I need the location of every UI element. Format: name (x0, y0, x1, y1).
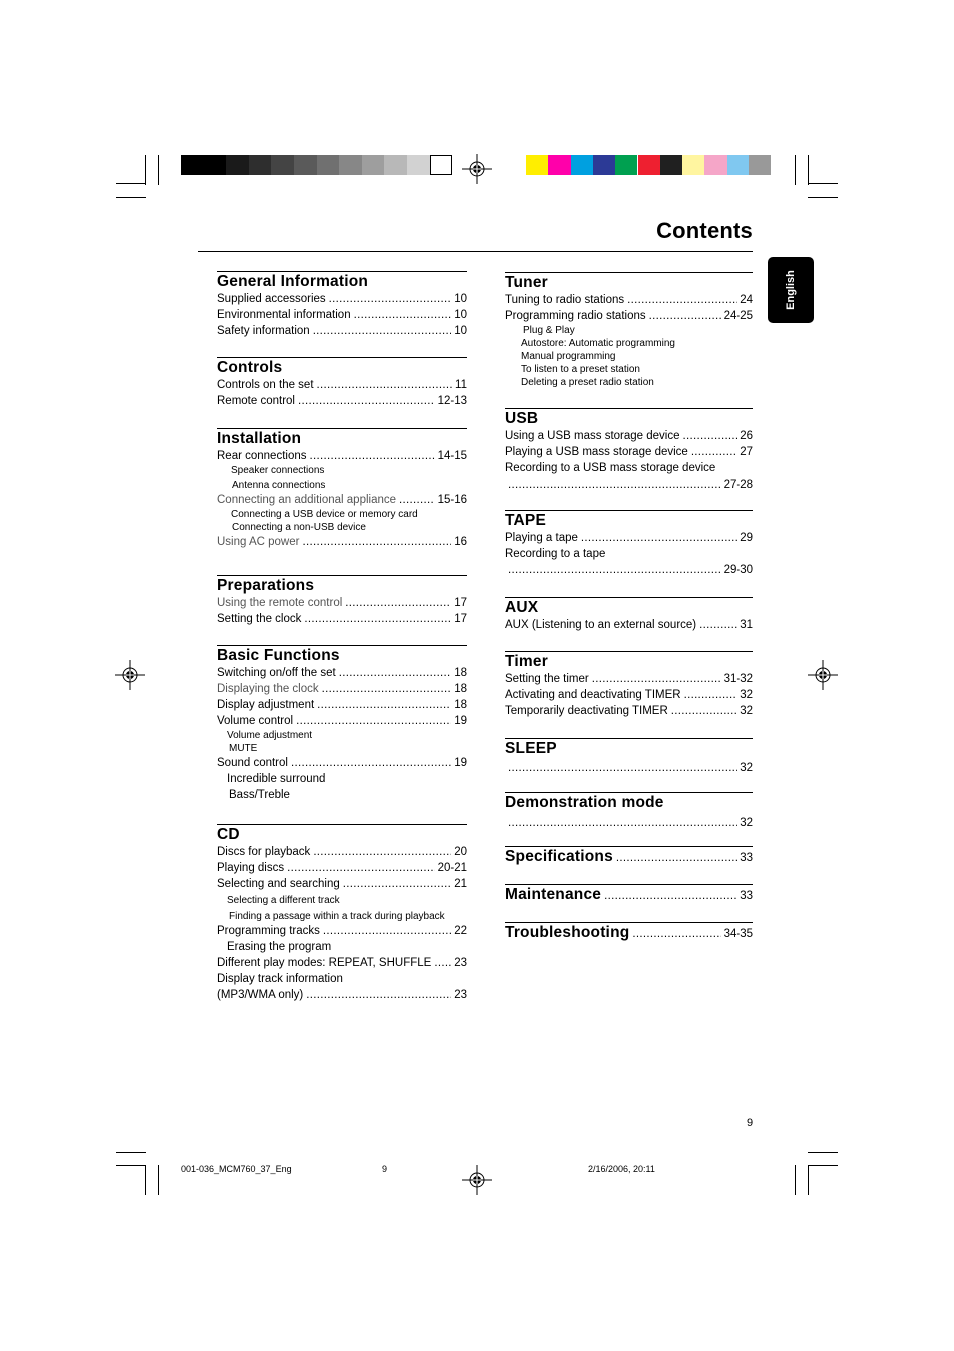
grey-swatch (384, 155, 407, 175)
grey-swatch (339, 155, 362, 175)
section-heading: Specifications (505, 848, 613, 865)
toc-entry[interactable]: Controls on the set ..... 11 (217, 377, 467, 393)
toc-entry[interactable]: Supplied accessories ..... 10 (217, 291, 467, 307)
toc-subentry[interactable]: Autostore: Automatic programming (521, 338, 675, 349)
page-number: 9 (747, 1117, 754, 1129)
page-ref: 33 (740, 852, 753, 864)
toc-entry[interactable]: Displaying the clock ..... 18 (217, 681, 467, 697)
toc-entry[interactable]: Environmental information ..... 10 (217, 307, 467, 323)
section-sleep (505, 738, 753, 776)
toc-entry[interactable]: Display adjustment ..... 18 (217, 697, 467, 713)
section-heading: General Information (217, 273, 369, 290)
color-swatch (638, 155, 660, 175)
section-maintenance[interactable] (505, 884, 753, 904)
registration-mark-icon (115, 660, 145, 690)
section-heading: Timer (505, 653, 548, 670)
section-heading: Controls (217, 359, 283, 376)
section-heading: CD (217, 826, 240, 843)
toc-entry[interactable]: Using the remote control ..... 17 (217, 595, 467, 611)
section-heading: Demonstration mode (505, 794, 664, 811)
section-usb (505, 408, 753, 493)
toc-entry[interactable]: Discs for playback ..... 20 (217, 844, 467, 860)
grey-swatch (271, 155, 294, 175)
grey-swatch (204, 155, 227, 175)
grey-swatch (407, 155, 430, 175)
color-swatch (727, 155, 749, 175)
toc-entry[interactable]: Rear connections ..... 14-15 (217, 448, 467, 464)
toc-entry[interactable]: Remote control ..... 12-13 (217, 393, 467, 409)
section-troubleshooting[interactable] (505, 922, 753, 942)
section-heading: SLEEP (505, 740, 557, 757)
color-swatch (571, 155, 593, 175)
toc-entry[interactable]: Activating and deactivating TIMER ..... 32 (505, 687, 753, 703)
section-heading: TAPE (505, 512, 546, 529)
grey-swatch (362, 155, 385, 175)
toc-entry[interactable]: ..... 32 (505, 760, 753, 776)
toc-entry[interactable]: Selecting and searching ..... 21 (217, 876, 467, 892)
footer-filename: 001-036_MCM760_37_Eng (181, 1164, 292, 1174)
section-heading: Basic Functions (217, 647, 340, 664)
toc-subentry[interactable]: Plug & Play (523, 325, 575, 336)
section-heading: Preparations (217, 577, 315, 594)
toc-entry[interactable]: Playing a USB mass storage device ..... 27 (505, 444, 753, 460)
toc-entry[interactable]: (MP3/WMA only) ..... 23 (217, 987, 467, 1003)
toc-entry[interactable]: ..... 29-30 (505, 562, 753, 578)
color-swatch (749, 155, 771, 175)
page-title: Contents (656, 218, 753, 243)
section-heading: AUX (505, 599, 539, 616)
registration-mark-icon (462, 154, 492, 184)
toc-entry[interactable]: Setting the clock ..... 17 (217, 611, 467, 627)
toc-subentry[interactable]: Deleting a preset radio station (521, 377, 654, 388)
toc-entry[interactable]: Switching on/off the set ..... 18 (217, 665, 467, 681)
color-swatch (660, 155, 682, 175)
toc-entry[interactable]: ..... 32 (505, 815, 753, 831)
section-controls (217, 357, 467, 409)
toc-subentry[interactable]: Display track information (217, 973, 343, 985)
toc-subentry[interactable]: To listen to a preset station (521, 364, 640, 375)
section-general-information (217, 271, 467, 339)
toc-subentry[interactable]: Volume adjustment (227, 730, 313, 741)
page-ref: 34-35 (723, 928, 753, 940)
toc-entry[interactable]: ..... 27-28 (505, 477, 753, 493)
title-rule (198, 251, 753, 252)
toc-entry[interactable]: Using AC power ..... 16 (217, 534, 467, 550)
toc-entry[interactable]: Playing a tape ..... 29 (505, 530, 753, 546)
grey-swatch (317, 155, 340, 175)
color-swatch (593, 155, 615, 175)
color-swatch (548, 155, 570, 175)
section-heading: Tuner (505, 274, 548, 291)
toc-subentry[interactable]: Speaker connections (231, 465, 325, 476)
toc-entry[interactable]: Programming radio stations ..... 24-25 (505, 308, 753, 324)
toc-subentry[interactable]: Bass/Treble (229, 789, 290, 801)
toc-subentry[interactable]: Connecting a USB device or memory card (231, 509, 418, 520)
toc-entry[interactable]: Tuning to radio stations ..... 24 (505, 292, 753, 308)
footer-page: 9 (382, 1164, 388, 1174)
section-cd (217, 824, 467, 1003)
grey-swatch (294, 155, 317, 175)
toc-subentry[interactable]: Erasing the program (227, 941, 332, 953)
registration-mark-icon (462, 1165, 492, 1195)
section-heading: Maintenance (505, 886, 602, 903)
section-demonstration-mode (505, 792, 753, 831)
section-tuner (505, 272, 753, 389)
toc-subentry[interactable]: Selecting a different track (227, 895, 340, 906)
section-heading: USB (505, 410, 539, 427)
toc-subentry[interactable]: Recording to a USB mass storage device (505, 462, 716, 474)
section-heading: Installation (217, 430, 302, 447)
color-swatch (526, 155, 548, 175)
registration-mark-icon (808, 660, 838, 690)
section-tape (505, 510, 753, 578)
section-heading: Troubleshooting (505, 924, 630, 941)
language-tab (768, 257, 814, 323)
section-basic-functions (217, 645, 467, 803)
toc-entry[interactable]: Setting the timer ..... 31-32 (505, 671, 753, 687)
toc-entry[interactable]: AUX (Listening to an external source) ..... 31 (505, 617, 753, 633)
toc-entry[interactable]: Playing discs ..... 20-21 (217, 860, 467, 876)
color-swatch (704, 155, 726, 175)
toc-entry[interactable]: Volume control ..... 19 (217, 713, 467, 729)
toc-entry[interactable]: Using a USB mass storage device ..... 26 (505, 428, 753, 444)
toc-subentry[interactable]: MUTE (229, 743, 258, 754)
toc-entry[interactable]: Different play modes: REPEAT, SHUFFLE ..... 23 (217, 955, 467, 971)
toc-subentry[interactable]: Antenna connections (232, 480, 326, 491)
grey-swatch (226, 155, 249, 175)
toc-subentry[interactable]: Finding a passage within a track during playback (229, 911, 445, 922)
section-timer (505, 651, 753, 719)
section-installation (217, 428, 467, 550)
language-label: English (785, 270, 797, 310)
toc-subentry[interactable]: Incredible surround (227, 773, 326, 785)
page-ref: 33 (740, 890, 753, 902)
toc-entry[interactable]: Connecting an additional appliance ..... 15-16 (217, 492, 467, 508)
toc-subentry[interactable]: Manual programming (521, 351, 616, 362)
grey-swatch (249, 155, 272, 175)
color-swatch (615, 155, 637, 175)
toc-subentry[interactable]: Connecting a non-USB device (232, 522, 366, 533)
footer-date: 2/16/2006, 20:11 (588, 1164, 655, 1174)
grey-swatch (181, 155, 204, 175)
section-preparations (217, 575, 467, 627)
toc-subentry[interactable]: Recording to a tape (505, 548, 606, 560)
toc-entry[interactable]: Safety information ..... 10 (217, 323, 467, 339)
toc-entry[interactable]: Sound control ..... 19 (217, 755, 467, 771)
toc-entry[interactable]: Temporarily deactivating TIMER ..... 32 (505, 703, 753, 719)
section-specifications[interactable] (505, 846, 753, 866)
section-aux (505, 597, 753, 633)
grey-swatch (430, 155, 453, 175)
toc-entry[interactable]: Programming tracks ..... 22 (217, 923, 467, 939)
color-swatch (682, 155, 704, 175)
